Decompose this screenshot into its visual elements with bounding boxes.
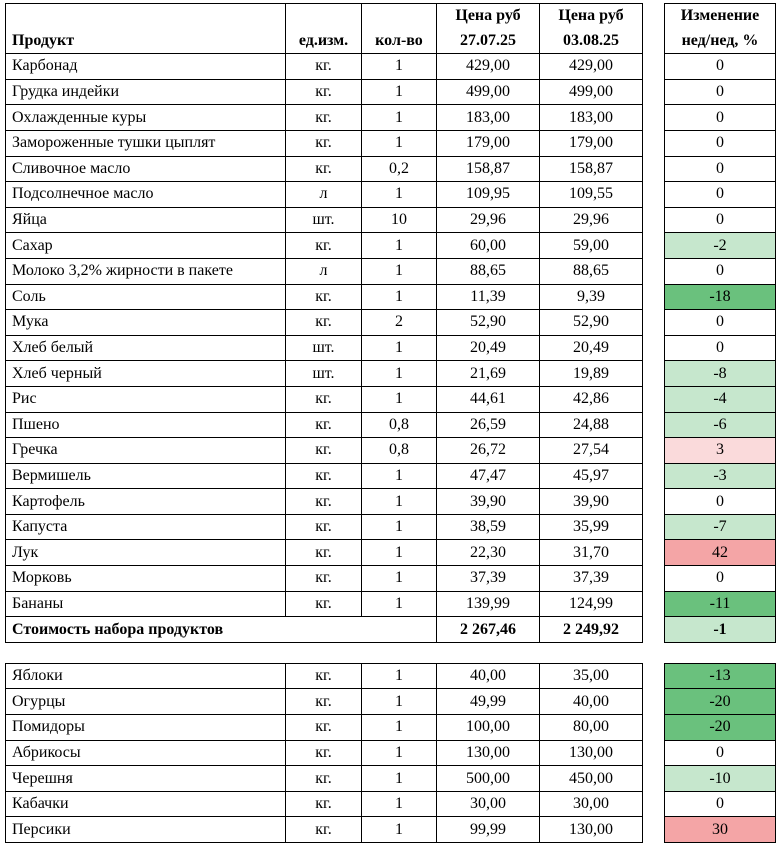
price-cell-1: 88,65 bbox=[437, 258, 540, 284]
price-cell-2: 19,89 bbox=[540, 361, 643, 387]
spacer-row bbox=[6, 642, 776, 663]
column-gap bbox=[643, 182, 665, 208]
unit-cell: л bbox=[286, 182, 362, 208]
column-gap bbox=[643, 4, 665, 54]
price-header-1: Цена руб bbox=[437, 4, 540, 29]
price-cell-1: 29,96 bbox=[437, 207, 540, 233]
change-cell: -13 bbox=[665, 663, 776, 689]
column-gap bbox=[643, 817, 665, 843]
price-cell-2: 42,86 bbox=[540, 386, 643, 412]
product-name: Лук bbox=[6, 540, 286, 566]
unit-cell: кг. bbox=[286, 156, 362, 182]
date-header-2: 03.08.25 bbox=[540, 29, 643, 54]
table-row bbox=[6, 740, 776, 766]
price-cell-2: 20,49 bbox=[540, 335, 643, 361]
qty-cell: 1 bbox=[362, 361, 437, 387]
price-cell-2: 130,00 bbox=[540, 817, 643, 843]
change-cell: 0 bbox=[665, 156, 776, 182]
column-gap bbox=[643, 591, 665, 617]
column-gap bbox=[643, 438, 665, 464]
table-row bbox=[6, 689, 776, 715]
price-cell-2: 31,70 bbox=[540, 540, 643, 566]
table-row bbox=[6, 310, 776, 336]
change-header-line1: Изменение bbox=[665, 4, 776, 29]
qty-cell: 1 bbox=[362, 663, 437, 689]
product-name: Помидоры bbox=[6, 715, 286, 741]
column-gap bbox=[643, 335, 665, 361]
table-row bbox=[6, 182, 776, 208]
column-gap bbox=[643, 715, 665, 741]
total-price-1: 2 267,46 bbox=[437, 617, 540, 643]
change-cell: 0 bbox=[665, 130, 776, 156]
price-cell-1: 26,59 bbox=[437, 412, 540, 438]
product-name: Капуста bbox=[6, 514, 286, 540]
price-header-2: Цена руб bbox=[540, 4, 643, 29]
price-cell-2: 29,96 bbox=[540, 207, 643, 233]
qty-cell: 1 bbox=[362, 766, 437, 792]
qty-cell: 1 bbox=[362, 591, 437, 617]
table-row bbox=[6, 463, 776, 489]
unit-cell: кг. bbox=[286, 79, 362, 105]
unit-cell: шт. bbox=[286, 207, 362, 233]
product-name: Сахар bbox=[6, 233, 286, 259]
table-row bbox=[6, 386, 776, 412]
qty-cell: 2 bbox=[362, 310, 437, 336]
column-gap bbox=[643, 105, 665, 131]
qty-cell: 1 bbox=[362, 540, 437, 566]
column-gap bbox=[643, 386, 665, 412]
price-cell-1: 429,00 bbox=[437, 54, 540, 80]
column-gap bbox=[643, 617, 665, 643]
qty-cell: 0,2 bbox=[362, 156, 437, 182]
price-cell-2: 124,99 bbox=[540, 591, 643, 617]
unit-cell: кг. bbox=[286, 54, 362, 80]
price-cell-1: 11,39 bbox=[437, 284, 540, 310]
unit-cell: кг. bbox=[286, 284, 362, 310]
column-gap bbox=[643, 130, 665, 156]
change-cell: -7 bbox=[665, 514, 776, 540]
product-name: Молоко 3,2% жирности в пакете bbox=[6, 258, 286, 284]
product-name: Грудка индейки bbox=[6, 79, 286, 105]
unit-cell: кг. bbox=[286, 715, 362, 741]
price-cell-2: 183,00 bbox=[540, 105, 643, 131]
price-cell-1: 60,00 bbox=[437, 233, 540, 259]
unit-cell: кг. bbox=[286, 233, 362, 259]
change-cell: 30 bbox=[665, 817, 776, 843]
unit-cell: кг. bbox=[286, 438, 362, 464]
qty-cell: 1 bbox=[362, 566, 437, 592]
change-cell: -3 bbox=[665, 463, 776, 489]
qty-cell: 1 bbox=[362, 791, 437, 817]
price-cell-2: 40,00 bbox=[540, 689, 643, 715]
price-cell-1: 38,59 bbox=[437, 514, 540, 540]
price-cell-1: 37,39 bbox=[437, 566, 540, 592]
unit-cell: шт. bbox=[286, 335, 362, 361]
unit-cell: л bbox=[286, 258, 362, 284]
price-cell-1: 22,30 bbox=[437, 540, 540, 566]
unit-cell: кг. bbox=[286, 817, 362, 843]
unit-cell: кг. bbox=[286, 489, 362, 515]
column-gap bbox=[643, 740, 665, 766]
change-cell: -20 bbox=[665, 689, 776, 715]
price-cell-1: 26,72 bbox=[437, 438, 540, 464]
price-cell-2: 24,88 bbox=[540, 412, 643, 438]
product-name: Вермишель bbox=[6, 463, 286, 489]
unit-cell: кг. bbox=[286, 412, 362, 438]
product-name: Яйца bbox=[6, 207, 286, 233]
price-cell-1: 100,00 bbox=[437, 715, 540, 741]
unit-cell: кг. bbox=[286, 386, 362, 412]
price-cell-1: 139,99 bbox=[437, 591, 540, 617]
product-name: Огурцы bbox=[6, 689, 286, 715]
change-cell: 0 bbox=[665, 791, 776, 817]
unit-cell: кг. bbox=[286, 766, 362, 792]
unit-cell: кг. bbox=[286, 540, 362, 566]
price-cell-1: 40,00 bbox=[437, 663, 540, 689]
change-cell: 0 bbox=[665, 740, 776, 766]
product-name: Охлажденные куры bbox=[6, 105, 286, 131]
price-cell-1: 130,00 bbox=[437, 740, 540, 766]
unit-cell: кг. bbox=[286, 663, 362, 689]
product-name: Гречка bbox=[6, 438, 286, 464]
product-name: Пшено bbox=[6, 412, 286, 438]
unit-cell: кг. bbox=[286, 130, 362, 156]
price-cell-2: 130,00 bbox=[540, 740, 643, 766]
change-cell: 0 bbox=[665, 258, 776, 284]
qty-cell: 1 bbox=[362, 233, 437, 259]
price-cell-1: 49,99 bbox=[437, 689, 540, 715]
product-name: Бананы bbox=[6, 591, 286, 617]
price-cell-2: 429,00 bbox=[540, 54, 643, 80]
qty-cell: 0,8 bbox=[362, 412, 437, 438]
change-cell: -6 bbox=[665, 412, 776, 438]
change-cell: 42 bbox=[665, 540, 776, 566]
qty-cell: 1 bbox=[362, 817, 437, 843]
product-name: Морковь bbox=[6, 566, 286, 592]
change-cell: -2 bbox=[665, 233, 776, 259]
table-row bbox=[6, 284, 776, 310]
price-cell-2: 9,39 bbox=[540, 284, 643, 310]
price-cell-1: 44,61 bbox=[437, 386, 540, 412]
qty-header: кол-во bbox=[362, 4, 437, 54]
table-row bbox=[6, 766, 776, 792]
unit-cell: кг. bbox=[286, 740, 362, 766]
spacer bbox=[6, 642, 776, 663]
change-cell: 0 bbox=[665, 105, 776, 131]
price-cell-2: 450,00 bbox=[540, 766, 643, 792]
total-label: Стоимость набора продуктов bbox=[6, 617, 437, 643]
price-cell-2: 59,00 bbox=[540, 233, 643, 259]
price-table bbox=[5, 3, 776, 843]
table-row bbox=[6, 335, 776, 361]
change-cell: 0 bbox=[665, 566, 776, 592]
price-cell-1: 500,00 bbox=[437, 766, 540, 792]
change-cell: 0 bbox=[665, 54, 776, 80]
product-name: Рис bbox=[6, 386, 286, 412]
qty-cell: 10 bbox=[362, 207, 437, 233]
total-row bbox=[6, 617, 776, 643]
price-cell-2: 37,39 bbox=[540, 566, 643, 592]
price-cell-1: 21,69 bbox=[437, 361, 540, 387]
column-gap bbox=[643, 463, 665, 489]
column-gap bbox=[643, 156, 665, 182]
price-cell-2: 179,00 bbox=[540, 130, 643, 156]
product-name: Замороженные тушки цыплят bbox=[6, 130, 286, 156]
product-name: Мука bbox=[6, 310, 286, 336]
column-gap bbox=[643, 233, 665, 259]
price-cell-2: 88,65 bbox=[540, 258, 643, 284]
qty-cell: 1 bbox=[362, 54, 437, 80]
qty-cell: 1 bbox=[362, 335, 437, 361]
change-header-line2: нед/нед, % bbox=[665, 29, 776, 54]
price-cell-2: 109,55 bbox=[540, 182, 643, 208]
column-gap bbox=[643, 412, 665, 438]
product-name: Соль bbox=[6, 284, 286, 310]
product-name: Черешня bbox=[6, 766, 286, 792]
price-cell-2: 30,00 bbox=[540, 791, 643, 817]
table-row bbox=[6, 715, 776, 741]
table-row bbox=[6, 412, 776, 438]
qty-cell: 1 bbox=[362, 715, 437, 741]
table-row bbox=[6, 438, 776, 464]
unit-cell: кг. bbox=[286, 566, 362, 592]
price-cell-2: 52,90 bbox=[540, 310, 643, 336]
table-row bbox=[6, 540, 776, 566]
product-name: Карбонад bbox=[6, 54, 286, 80]
qty-cell: 1 bbox=[362, 79, 437, 105]
price-cell-1: 109,95 bbox=[437, 182, 540, 208]
table-row bbox=[6, 130, 776, 156]
price-cell-1: 52,90 bbox=[437, 310, 540, 336]
change-cell: -20 bbox=[665, 715, 776, 741]
price-cell-1: 179,00 bbox=[437, 130, 540, 156]
change-cell: 0 bbox=[665, 335, 776, 361]
price-cell-2: 35,99 bbox=[540, 514, 643, 540]
table-row bbox=[6, 79, 776, 105]
qty-cell: 1 bbox=[362, 514, 437, 540]
table-row bbox=[6, 361, 776, 387]
column-gap bbox=[643, 284, 665, 310]
change-cell: -18 bbox=[665, 284, 776, 310]
unit-cell: кг. bbox=[286, 514, 362, 540]
price-cell-1: 499,00 bbox=[437, 79, 540, 105]
qty-cell: 1 bbox=[362, 463, 437, 489]
qty-cell: 1 bbox=[362, 105, 437, 131]
price-cell-2: 39,90 bbox=[540, 489, 643, 515]
total-price-2: 2 249,92 bbox=[540, 617, 643, 643]
unit-cell: шт. bbox=[286, 361, 362, 387]
table-row bbox=[6, 817, 776, 843]
qty-cell: 1 bbox=[362, 386, 437, 412]
price-cell-2: 27,54 bbox=[540, 438, 643, 464]
product-name: Абрикосы bbox=[6, 740, 286, 766]
change-cell: 0 bbox=[665, 489, 776, 515]
price-cell-1: 99,99 bbox=[437, 817, 540, 843]
product-name: Яблоки bbox=[6, 663, 286, 689]
price-cell-1: 158,87 bbox=[437, 156, 540, 182]
price-cell-2: 35,00 bbox=[540, 663, 643, 689]
table-row bbox=[6, 258, 776, 284]
total-change: -1 bbox=[665, 617, 776, 643]
table-row bbox=[6, 591, 776, 617]
unit-header: ед.изм. bbox=[286, 4, 362, 54]
table-row bbox=[6, 514, 776, 540]
qty-cell: 0,8 bbox=[362, 438, 437, 464]
price-cell-2: 45,97 bbox=[540, 463, 643, 489]
unit-cell: кг. bbox=[286, 463, 362, 489]
change-cell: 0 bbox=[665, 310, 776, 336]
product-name: Кабачки bbox=[6, 791, 286, 817]
column-gap bbox=[643, 766, 665, 792]
price-cell-2: 158,87 bbox=[540, 156, 643, 182]
table-row bbox=[6, 233, 776, 259]
column-gap bbox=[643, 54, 665, 80]
product-name: Персики bbox=[6, 817, 286, 843]
price-table-body bbox=[6, 4, 776, 843]
change-cell: -11 bbox=[665, 591, 776, 617]
change-cell: -10 bbox=[665, 766, 776, 792]
change-cell: 3 bbox=[665, 438, 776, 464]
product-name: Картофель bbox=[6, 489, 286, 515]
price-cell-1: 183,00 bbox=[437, 105, 540, 131]
table-row bbox=[6, 663, 776, 689]
price-cell-1: 30,00 bbox=[437, 791, 540, 817]
change-cell: 0 bbox=[665, 182, 776, 208]
unit-cell: кг. bbox=[286, 791, 362, 817]
product-name: Подсолнечное масло bbox=[6, 182, 286, 208]
change-cell: 0 bbox=[665, 79, 776, 105]
column-gap bbox=[643, 489, 665, 515]
price-cell-2: 499,00 bbox=[540, 79, 643, 105]
change-cell: 0 bbox=[665, 207, 776, 233]
product-name: Сливочное масло bbox=[6, 156, 286, 182]
column-gap bbox=[643, 663, 665, 689]
column-gap bbox=[643, 79, 665, 105]
product-header: Продукт bbox=[6, 4, 286, 54]
column-gap bbox=[643, 207, 665, 233]
column-gap bbox=[643, 540, 665, 566]
price-cell-1: 39,90 bbox=[437, 489, 540, 515]
price-cell-2: 80,00 bbox=[540, 715, 643, 741]
qty-cell: 1 bbox=[362, 182, 437, 208]
change-cell: -4 bbox=[665, 386, 776, 412]
product-name: Хлеб белый bbox=[6, 335, 286, 361]
table-row bbox=[6, 105, 776, 131]
price-cell-1: 47,47 bbox=[437, 463, 540, 489]
product-name: Хлеб черный bbox=[6, 361, 286, 387]
qty-cell: 1 bbox=[362, 258, 437, 284]
price-cell-1: 20,49 bbox=[437, 335, 540, 361]
date-header-1: 27.07.25 bbox=[437, 29, 540, 54]
header-row-top bbox=[6, 4, 776, 29]
column-gap bbox=[643, 791, 665, 817]
column-gap bbox=[643, 514, 665, 540]
qty-cell: 1 bbox=[362, 689, 437, 715]
table-row bbox=[6, 207, 776, 233]
column-gap bbox=[643, 258, 665, 284]
table-row bbox=[6, 791, 776, 817]
qty-cell: 1 bbox=[362, 284, 437, 310]
unit-cell: кг. bbox=[286, 591, 362, 617]
column-gap bbox=[643, 566, 665, 592]
unit-cell: кг. bbox=[286, 689, 362, 715]
qty-cell: 1 bbox=[362, 489, 437, 515]
table-row bbox=[6, 156, 776, 182]
change-cell: -8 bbox=[665, 361, 776, 387]
qty-cell: 1 bbox=[362, 740, 437, 766]
table-row bbox=[6, 54, 776, 80]
column-gap bbox=[643, 310, 665, 336]
column-gap bbox=[643, 689, 665, 715]
qty-cell: 1 bbox=[362, 130, 437, 156]
unit-cell: кг. bbox=[286, 310, 362, 336]
table-row bbox=[6, 489, 776, 515]
unit-cell: кг. bbox=[286, 105, 362, 131]
column-gap bbox=[643, 361, 665, 387]
table-row bbox=[6, 566, 776, 592]
